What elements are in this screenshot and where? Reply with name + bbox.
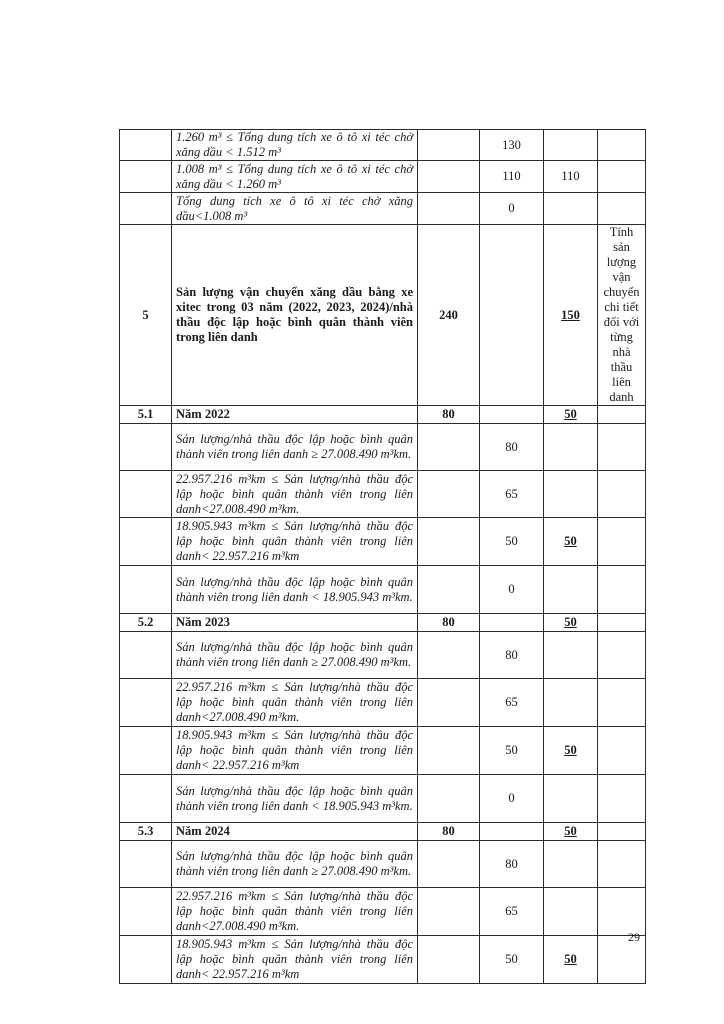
- criterion-text: 1.260 m³ ≤ Tổng dung tích xe ô tô xi téc chở xăng dầu < 1.512 m³: [172, 130, 418, 161]
- awarded-score: [544, 130, 598, 161]
- criterion-text: Tổng dung tích xe ô tô xi téc chở xăng dầu<1.008 m³: [172, 193, 418, 225]
- year-row: [120, 614, 646, 632]
- awarded-score: 50: [544, 936, 598, 984]
- year-number: 5.3: [120, 823, 172, 841]
- year-max-score: 80: [418, 614, 480, 632]
- criterion-text: 18.905.943 m³km ≤ Sản lượng/nhà thầu độc lập hoặc bình quân thành viên trong liên danh< 22.957.216 m³km: [172, 727, 418, 775]
- awarded-score: [544, 471, 598, 518]
- section-title: Sản lượng vận chuyển xăng dầu bằng xe xitec trong 03 năm (2022, 2023, 2024)/nhà thầu độc lập hoặc bình quân thành viên trong liên danh: [172, 225, 418, 406]
- table-row: [120, 424, 646, 471]
- criterion-score: 0: [480, 193, 544, 225]
- awarded-score: [544, 841, 598, 888]
- year-number: 5.2: [120, 614, 172, 632]
- table-row: [120, 775, 646, 823]
- criterion-score: 130: [480, 130, 544, 161]
- criterion-text: 22.957.216 m³km ≤ Sản lượng/nhà thầu độc lập hoặc bình quân thành viên trong liên danh<27.008.490 m³km.: [172, 471, 418, 518]
- criterion-text: Sản lượng/nhà thầu độc lập hoặc bình quân thành viên trong liên danh ≥ 27.008.490 m³km.: [172, 841, 418, 888]
- awarded-score: 50: [544, 518, 598, 566]
- criterion-score: 80: [480, 424, 544, 471]
- section-number: 5: [120, 225, 172, 406]
- awarded-score: [544, 424, 598, 471]
- awarded-score: [544, 888, 598, 936]
- section-max-score: 240: [418, 225, 480, 406]
- awarded-score: 50: [544, 727, 598, 775]
- section-note: Tính sản lượng vận chuyển chi tiết đối với từng nhà thầu liên danh: [598, 225, 646, 406]
- criterion-score: 80: [480, 841, 544, 888]
- year-number: 5.1: [120, 406, 172, 424]
- table-row: [120, 518, 646, 566]
- criterion-score: 50: [480, 518, 544, 566]
- table-row: [120, 727, 646, 775]
- criterion-text: 22.957.216 m³km ≤ Sản lượng/nhà thầu độc lập hoặc bình quân thành viên trong liên danh<27.008.490 m³km.: [172, 679, 418, 727]
- criterion-text: 1.008 m³ ≤ Tổng dung tích xe ô tô xi téc chở xăng dầu < 1.260 m³: [172, 161, 418, 193]
- year-awarded-score: 50: [544, 614, 598, 632]
- section-awarded-score: 150: [544, 225, 598, 406]
- criterion-score: 80: [480, 632, 544, 679]
- awarded-score: [544, 775, 598, 823]
- table-row: [120, 888, 646, 936]
- table-row: [120, 566, 646, 614]
- year-awarded-score: 50: [544, 406, 598, 424]
- table-row: [120, 471, 646, 518]
- table-row: [120, 936, 646, 984]
- criterion-text: Sản lượng/nhà thầu độc lập hoặc bình quân thành viên trong liên danh ≥ 27.008.490 m³km.: [172, 632, 418, 679]
- criterion-text: 18.905.943 m³km ≤ Sản lượng/nhà thầu độc lập hoặc bình quân thành viên trong liên danh< 22.957.216 m³km: [172, 936, 418, 984]
- criterion-score: 50: [480, 727, 544, 775]
- year-title: Năm 2024: [172, 823, 418, 841]
- criterion-text: Sản lượng/nhà thầu độc lập hoặc bình quân thành viên trong liên danh < 18.905.943 m³km.: [172, 566, 418, 614]
- table-row: [120, 679, 646, 727]
- awarded-score: [544, 679, 598, 727]
- year-awarded-score: 50: [544, 823, 598, 841]
- awarded-score: [544, 566, 598, 614]
- criterion-score: 50: [480, 936, 544, 984]
- table-row: [120, 130, 646, 161]
- year-max-score: 80: [418, 823, 480, 841]
- criterion-score: 65: [480, 679, 544, 727]
- year-title: Năm 2023: [172, 614, 418, 632]
- awarded-score: [544, 193, 598, 225]
- page-number: 29: [628, 930, 640, 944]
- section-row: [120, 225, 646, 406]
- criterion-score: 65: [480, 471, 544, 518]
- awarded-score: [544, 632, 598, 679]
- evaluation-table: [119, 129, 646, 984]
- year-row: [120, 406, 646, 424]
- table-row: [120, 161, 646, 193]
- awarded-score: 110: [544, 161, 598, 193]
- table-row: [120, 632, 646, 679]
- year-max-score: 80: [418, 406, 480, 424]
- criterion-text: Sản lượng/nhà thầu độc lập hoặc bình quân thành viên trong liên danh < 18.905.943 m³km.: [172, 775, 418, 823]
- table-row: [120, 841, 646, 888]
- criterion-text: 22.957.216 m³km ≤ Sản lượng/nhà thầu độc lập hoặc bình quân thành viên trong liên danh<27.008.490 m³km.: [172, 888, 418, 936]
- criterion-score: 0: [480, 775, 544, 823]
- criterion-score: 110: [480, 161, 544, 193]
- criterion-score: 65: [480, 888, 544, 936]
- criterion-score: 0: [480, 566, 544, 614]
- year-row: [120, 823, 646, 841]
- year-title: Năm 2022: [172, 406, 418, 424]
- table-row: [120, 193, 646, 225]
- criterion-text: 18.905.943 m³km ≤ Sản lượng/nhà thầu độc lập hoặc bình quân thành viên trong liên danh< 22.957.216 m³km: [172, 518, 418, 566]
- criterion-text: Sản lượng/nhà thầu độc lập hoặc bình quân thành viên trong liên danh ≥ 27.008.490 m³km.: [172, 424, 418, 471]
